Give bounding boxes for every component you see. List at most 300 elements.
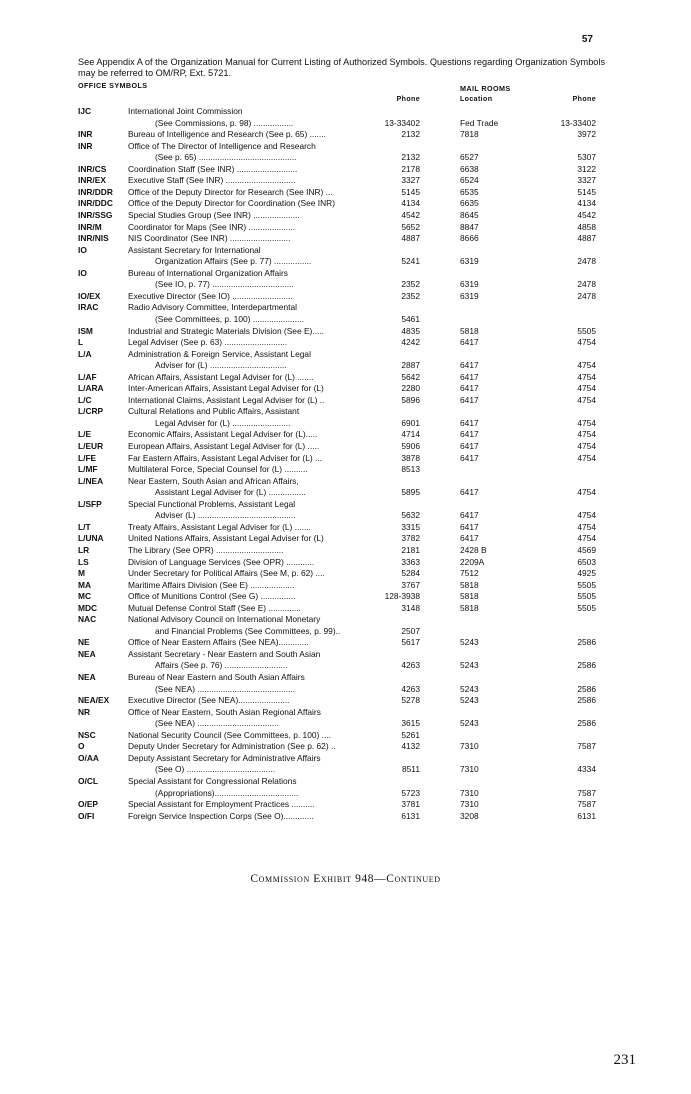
office-phone: 4134: [401, 198, 420, 209]
table-row: [0, 684, 691, 695]
table-row: [0, 268, 691, 279]
table-row: [0, 198, 691, 209]
mail-room-phone: 7587: [577, 799, 596, 809]
office-description: Office of Near Eastern Affairs (See NEA).............: [128, 637, 309, 648]
office-phone: 8513: [401, 464, 420, 475]
table-row: [0, 487, 691, 498]
office-phone: 5906: [401, 441, 420, 451]
mail-room-phone: 3327: [577, 175, 596, 186]
office-phone: 128-3938: [384, 591, 420, 602]
office-description: Special Studies Group (See INR) ....................: [128, 209, 300, 220]
mail-room-location: 5818: [460, 591, 479, 602]
mail-room-location: 6524: [460, 175, 479, 186]
table-row: [0, 764, 691, 775]
mail-room-phone: 5505: [577, 325, 596, 336]
mail-room-location: 7310: [460, 764, 479, 775]
office-description: Office of Munitions Control (See G) ...............: [128, 591, 296, 602]
mail-room-phone: 4754: [577, 533, 596, 544]
intro-note: See Appendix A of the Organization Manual for Current Listing of Authorized Symbols. Questions regarding Organization Symbols may be referred to OM/RP, Ext. 5721.: [78, 57, 606, 78]
mail-room-location: 6417: [460, 383, 479, 394]
table-row: [0, 672, 691, 683]
mail-room-location: 8645: [460, 209, 479, 220]
office-phone: 4835: [401, 325, 420, 336]
office-phone: 5723: [401, 787, 420, 798]
mail-room-location: 6417: [460, 510, 479, 521]
office-symbol: INR/EX: [78, 175, 106, 186]
mail-room-phone: 6503: [577, 556, 596, 567]
office-phone: 5617: [401, 637, 420, 648]
office-phone: 5642: [401, 371, 420, 382]
office-description: Cultural Relations and Public Affairs, Assistant: [128, 406, 300, 417]
table-row: [0, 337, 691, 348]
office-symbol: NEA: [78, 672, 96, 682]
mail-room-phone: 2478: [577, 256, 596, 267]
table-row: [0, 256, 691, 267]
office-symbol: INR/DDR: [78, 186, 113, 197]
office-phone: 4542: [401, 209, 420, 220]
office-symbol: NEA: [78, 648, 96, 659]
mail-room-location: 6638: [460, 163, 479, 174]
office-description: Assistant Legal Adviser for (L) ................: [155, 487, 306, 498]
mail-room-location: 6417: [460, 521, 479, 532]
office-description: International Joint Commission: [128, 106, 243, 116]
mail-room-phone: 6131: [577, 810, 596, 821]
table-row: [0, 811, 691, 822]
office-phone: 3315: [401, 521, 420, 532]
table-row: [0, 707, 691, 718]
office-description: Office of the Deputy Director for Coordination (See INR): [128, 198, 335, 209]
table-row: [0, 302, 691, 313]
office-symbol: MA: [78, 579, 92, 590]
office-description: (See NEA) ...................................: [155, 718, 279, 729]
office-symbol: L/UNA: [78, 533, 104, 544]
office-phone: 8511: [401, 764, 420, 775]
office-description: Coordination Staff (See INR) ..........................: [128, 163, 298, 174]
office-symbol: L/A: [78, 348, 92, 359]
office-description: Special Assistant for Employment Practices ..........: [128, 799, 315, 809]
office-symbol: L/C: [78, 394, 92, 405]
table-row: [0, 626, 691, 637]
mail-room-location: 5243: [460, 660, 479, 671]
table-row: [0, 429, 691, 440]
mail-room-location: 6319: [460, 279, 479, 290]
mail-room-phone: 4569: [577, 544, 596, 555]
mail-room-phone: 2586: [577, 695, 596, 706]
mail-room-location: 5818: [460, 602, 479, 613]
office-description: Inter-American Affairs, Assistant Legal Adviser for (L): [128, 383, 324, 394]
office-symbol: L/SFP: [78, 498, 102, 509]
office-description: Industrial and Strategic Materials Division (See E).....: [128, 325, 324, 336]
office-description: Under Secretary for Political Affairs (See M, p. 62) ....: [128, 568, 325, 578]
mail-room-phone: 5505: [577, 579, 596, 590]
mail-room-location: 5243: [460, 637, 479, 648]
office-symbol: IO/EX: [78, 290, 101, 301]
office-description: Far Eastern Affairs, Assistant Legal Adviser for (L) ...: [128, 452, 322, 463]
table-row: [0, 152, 691, 163]
table-row: [0, 510, 691, 521]
office-description: Maritime Affairs Division (See E) ...................: [128, 579, 295, 590]
office-phone: 5145: [401, 186, 420, 197]
mail-room-location: 6417: [460, 417, 479, 428]
office-symbol: L/T: [78, 521, 91, 532]
table-row: [0, 372, 691, 383]
office-description: Affairs (See p. 76) ...........................: [155, 660, 288, 671]
office-phone: 4263: [401, 683, 420, 694]
office-description: Legal Adviser (See p. 63) ...........................: [128, 337, 288, 347]
mail-room-location: 8847: [460, 221, 479, 232]
mail-room-phone: 4754: [577, 429, 596, 440]
office-phone: 2178: [401, 163, 420, 174]
office-phone: 5278: [401, 695, 420, 706]
table-row: [0, 314, 691, 325]
table-row: [0, 614, 691, 625]
office-symbol: MC: [78, 591, 92, 602]
mail-room-location: 7310: [460, 787, 479, 798]
table-row: [0, 291, 691, 302]
office-symbol: LR: [78, 544, 90, 555]
table-row: [0, 557, 691, 568]
folio-number: 231: [613, 1052, 636, 1068]
table-row: [0, 129, 691, 140]
mail-room-location: 7310: [460, 799, 479, 809]
office-phone: 5261: [401, 729, 420, 740]
office-description: European Affairs, Assistant Legal Adviser for (L) .....: [128, 441, 320, 451]
table-row: [0, 222, 691, 233]
office-description: (See NEA) ..........................................: [155, 683, 296, 694]
mail-rooms-header: MAIL ROOMS: [460, 84, 511, 93]
table-row: [0, 245, 691, 256]
location-column-header: Location: [460, 96, 493, 103]
table-row: [0, 406, 691, 417]
office-phone: 3363: [401, 556, 420, 567]
office-phone: 5284: [401, 568, 420, 578]
office-phone: 4263: [401, 660, 420, 671]
office-symbol: IO: [78, 244, 87, 255]
mail-room-phone: 2586: [577, 683, 596, 694]
table-row: [0, 464, 691, 475]
office-phone: 4132: [401, 741, 420, 752]
mail-room-phone: 2586: [577, 718, 596, 729]
mail-room-location: 6417: [460, 487, 479, 498]
table-row: [0, 695, 691, 706]
office-phone: 3767: [401, 579, 420, 590]
office-symbol: IO: [78, 267, 87, 278]
mail-room-phone: 5505: [577, 591, 596, 602]
mail-room-location: 7310: [460, 741, 479, 752]
table-row: [0, 279, 691, 290]
office-phone: 3878: [401, 452, 420, 463]
mail-room-phone: 2586: [577, 660, 596, 671]
mail-room-phone: 4754: [577, 337, 596, 347]
table-row: [0, 591, 691, 602]
office-description: Mutual Defense Control Staff (See E) ..............: [128, 602, 302, 613]
mail-room-location: 6319: [460, 256, 479, 267]
mail-room-location: 6417: [460, 371, 479, 382]
mail-room-phone: 13-33402: [560, 117, 596, 128]
mail-room-location: 7512: [460, 568, 479, 578]
office-description: Special Functional Problems, Assistant Legal: [128, 498, 296, 509]
office-symbol: IJC: [78, 106, 92, 116]
mail-room-phone: 4754: [577, 441, 596, 451]
office-description: The Library (See OPR) .............................: [128, 544, 284, 555]
office-symbol: INR: [78, 129, 93, 140]
office-symbol: ISM: [78, 325, 93, 336]
office-symbol: INR/DDC: [78, 198, 113, 209]
office-description: Office of Near Eastern, South Asian Regional Affairs: [128, 706, 321, 717]
office-symbol: INR/SSG: [78, 209, 113, 220]
office-symbol: L/CRP: [78, 406, 104, 417]
office-symbol: LS: [78, 556, 89, 567]
office-description: Bureau of Intelligence and Research (See p. 65) .......: [128, 129, 326, 140]
office-description: Coordinator for Maps (See INR) ....................: [128, 221, 296, 232]
office-description: (See Commissions, p. 98) .................: [155, 117, 294, 128]
mail-room-phone: 4754: [577, 360, 596, 371]
office-description: Organization Affairs (See p. 77) ................: [155, 256, 312, 267]
mail-room-phone: 5307: [577, 152, 596, 163]
mail-room-phone: 3972: [577, 129, 596, 140]
office-symbol: NEA/EX: [78, 695, 110, 706]
table-row: [0, 522, 691, 533]
table-row: [0, 649, 691, 660]
office-symbol: NE: [78, 637, 90, 648]
office-phone: 4887: [401, 233, 420, 244]
table-row: [0, 603, 691, 614]
mail-room-phone: 7587: [577, 741, 596, 752]
mail-room-location: 6417: [460, 337, 479, 347]
office-symbol: L/ARA: [78, 383, 104, 394]
mail-room-location: 5243: [460, 683, 479, 694]
table-row: [0, 187, 691, 198]
mail-room-location: 6417: [460, 533, 479, 544]
table-row: [0, 718, 691, 729]
table-row: [0, 533, 691, 544]
office-description: Assistant Secretary for International: [128, 244, 261, 255]
office-phone: 2132: [401, 129, 420, 140]
office-symbol: O/EP: [78, 799, 99, 809]
table-row: [0, 360, 691, 371]
mail-room-location: 6417: [460, 452, 479, 463]
office-phone: 13-33402: [384, 117, 420, 128]
mail-phone-column-header: Phone: [572, 96, 596, 103]
office-description: (See p. 65) ..........................................: [155, 152, 297, 163]
mail-room-phone: 3122: [577, 163, 596, 174]
office-phone: 3148: [401, 602, 420, 613]
office-phone: 2280: [401, 383, 420, 394]
office-symbol: L/AF: [78, 371, 97, 382]
office-symbol: L/E: [78, 429, 92, 440]
office-phone: 3327: [401, 175, 420, 186]
page-number: 57: [581, 34, 593, 45]
office-description: (See Committees, p. 100) ......................: [155, 313, 304, 324]
office-phone: 5652: [401, 221, 420, 232]
office-symbol: NR: [78, 706, 91, 717]
mail-room-phone: 4542: [577, 209, 596, 220]
table-row: [0, 580, 691, 591]
office-symbols-header: OFFICE SYMBOLS: [78, 81, 148, 90]
table-row: [0, 476, 691, 487]
table-row: [0, 233, 691, 244]
office-phone: 3782: [401, 533, 420, 544]
office-phone: 6901: [401, 417, 420, 428]
office-symbol: L/EUR: [78, 441, 104, 451]
office-symbol: L/FE: [78, 452, 97, 463]
table-row: [0, 210, 691, 221]
office-symbol: INR/CS: [78, 163, 107, 174]
office-phone: 4242: [401, 337, 420, 347]
table-row: [0, 741, 691, 752]
office-description: Executive Director (See NEA)......................: [128, 695, 290, 706]
office-phone: 2181: [401, 544, 420, 555]
office-description: Office of The Director of Intelligence and Research: [128, 140, 316, 151]
mail-room-location: 2428 B: [460, 544, 487, 555]
office-phone: 5896: [401, 394, 420, 405]
mail-room-location: 8666: [460, 233, 479, 244]
office-symbol: O: [78, 741, 85, 752]
mail-room-phone: 2478: [577, 279, 596, 290]
mail-room-phone: 4754: [577, 371, 596, 382]
mail-room-location: 6417: [460, 394, 479, 405]
table-row: [0, 164, 691, 175]
mail-room-phone: 4754: [577, 521, 596, 532]
exhibit-caption: Commission Exhibit 948—Continued: [250, 873, 441, 885]
mail-room-phone: 7587: [577, 787, 596, 798]
mail-room-phone: 5145: [577, 186, 596, 197]
office-description: (See O) ......................................: [155, 764, 276, 775]
mail-room-phone: 2586: [577, 637, 596, 648]
office-description: Administration & Foreign Service, Assistant Legal: [128, 348, 311, 359]
office-phone: 2887: [401, 360, 420, 371]
mail-room-location: 6535: [460, 186, 479, 197]
office-symbol: INR: [78, 140, 93, 151]
table-row: [0, 660, 691, 671]
office-description: Special Assistant for Congressional Relations: [128, 775, 297, 786]
office-symbol: L/MF: [78, 464, 98, 475]
office-phone: 2352: [401, 290, 420, 301]
office-phone: 3615: [401, 718, 420, 729]
mail-room-phone: 4134: [577, 198, 596, 209]
office-description: United Nations Affairs, Assistant Legal Adviser for (L): [128, 533, 324, 544]
office-description: Office of the Deputy Director for Research (See INR) ...: [128, 186, 333, 197]
office-phone: 6131: [401, 810, 420, 821]
table-row: [0, 326, 691, 337]
office-symbol: O/FI: [78, 810, 95, 821]
mail-room-phone: 4754: [577, 394, 596, 405]
mail-room-location: 6319: [460, 290, 479, 301]
office-phone: 5241: [401, 256, 420, 267]
table-row: [0, 568, 691, 579]
office-phone: 2132: [401, 152, 420, 163]
mail-room-phone: 4754: [577, 383, 596, 394]
mail-room-phone: 2478: [577, 290, 596, 301]
office-phone: 3781: [401, 799, 420, 809]
office-symbol: O/AA: [78, 752, 99, 763]
table-row: [0, 799, 691, 810]
office-description: Assistant Secretary - Near Eastern and South Asian: [128, 648, 321, 659]
office-symbol: L: [78, 337, 84, 347]
table-row: [0, 383, 691, 394]
office-description: Near Eastern, South Asian and African Affairs,: [128, 475, 299, 486]
office-symbol: IRAC: [78, 302, 99, 313]
office-symbol: NAC: [78, 614, 97, 625]
mail-room-phone: 4754: [577, 452, 596, 463]
table-row: [0, 106, 691, 117]
mail-room-location: 6417: [460, 429, 479, 440]
office-symbol: O/CL: [78, 775, 99, 786]
mail-room-phone: 4334: [577, 764, 596, 775]
mail-room-location: 5818: [460, 579, 479, 590]
office-symbol: NSC: [78, 729, 96, 740]
office-description: Adviser for (L) .................................: [155, 360, 287, 371]
table-row: [0, 441, 691, 452]
office-description: National Security Council (See Committees, p. 100) ....: [128, 729, 331, 740]
mail-room-location: Fed Trade: [460, 117, 499, 128]
office-symbol: L/NEA: [78, 475, 104, 486]
office-description: Foreign Service Inspection Corps (See O).............: [128, 810, 314, 821]
office-description: Treaty Affairs, Assistant Legal Adviser for (L) .......: [128, 521, 311, 532]
office-description: International Claims, Assistant Legal Adviser for (L) ..: [128, 394, 325, 405]
mail-room-phone: 4754: [577, 487, 596, 498]
mail-room-location: 6635: [460, 198, 479, 209]
table-row: [0, 395, 691, 406]
office-phone: 2507: [401, 625, 420, 636]
table-row: [0, 349, 691, 360]
office-description: Bureau of Near Eastern and South Asian Affairs: [128, 672, 305, 682]
table-row: [0, 175, 691, 186]
mail-room-location: 6527: [460, 152, 479, 163]
mail-room-phone: 4858: [577, 221, 596, 232]
office-description: and Financial Problems (See Committees, p. 99)..: [155, 625, 341, 636]
mail-room-phone: 4754: [577, 417, 596, 428]
office-symbol: M: [78, 568, 85, 578]
office-description: (Appropriations)....................................: [155, 787, 299, 798]
office-description: Adviser (L) ..........................................: [155, 510, 296, 521]
table-row: [0, 753, 691, 764]
office-description: Radio Advisory Committee, Interdepartmental: [128, 302, 297, 313]
office-description: National Advisory Council on International Monetary: [128, 614, 321, 625]
office-description: Bureau of International Organization Affairs: [128, 267, 288, 278]
table-row: [0, 730, 691, 741]
mail-room-location: 6417: [460, 360, 479, 371]
office-description: NIS Coordinator (See INR) ..........................: [128, 233, 291, 244]
mail-room-phone: 4887: [577, 233, 596, 244]
table-row: [0, 788, 691, 799]
office-description: Legal Adviser for (L) .........................: [155, 417, 291, 428]
office-symbol: INR/NIS: [78, 233, 109, 244]
table-row: [0, 776, 691, 787]
phone-column-header: Phone: [396, 96, 420, 103]
table-row: [0, 418, 691, 429]
office-symbol: INR/M: [78, 221, 102, 232]
office-description: Executive Director (See IO) ..........................: [128, 290, 293, 301]
office-description: Multilateral Force, Special Counsel for (L) ..........: [128, 464, 308, 475]
mail-room-location: 2209A: [460, 556, 485, 567]
office-description: (See IO, p. 77) ...................................: [155, 279, 294, 290]
office-description: African Affairs, Assistant Legal Adviser for (L) .......: [128, 371, 314, 382]
office-phone: 5461: [401, 313, 420, 324]
table-row: [0, 118, 691, 129]
table-row: [0, 499, 691, 510]
table-row: [0, 141, 691, 152]
mail-room-location: 3208: [460, 810, 479, 821]
mail-room-phone: 4925: [577, 568, 596, 578]
office-symbol: MDC: [78, 602, 98, 613]
office-phone: 5895: [401, 487, 420, 498]
table-row: [0, 637, 691, 648]
office-phone: 4714: [401, 429, 420, 440]
office-description: Executive Staff (See INR) ..............................: [128, 175, 296, 186]
office-description: Deputy Under Secretary for Administration (See p. 62) ..: [128, 741, 336, 752]
mail-room-location: 5243: [460, 695, 479, 706]
